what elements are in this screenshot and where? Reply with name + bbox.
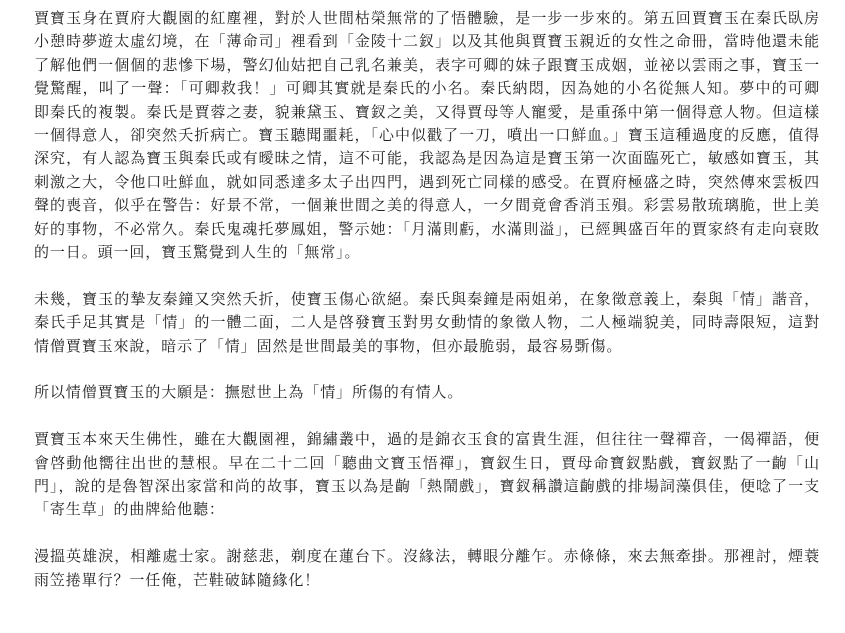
paragraph-2: 未幾，寶玉的摯友秦鐘又突然夭折，使寶玉傷心欲絕。秦氏與秦鐘是兩姐弟，在象徵意義上，秦與「情」諧音，秦氏手足其實是「情」的一體二面，二人是啓發寶玉對男女動情的象徵人物，二人極端貌美，同時壽限短，這對情僧賈寶玉來說，暗示了「情」固然是世間最美的事物，但亦最脆弱，最容易斲傷。 bbox=[34, 289, 820, 355]
paragraph-1: 賈寶玉身在賈府大觀園的紅塵裡，對於人世間枯榮無常的了悟體驗，是一步一步來的。第五回賈寶玉在秦氏臥房小憩時夢遊太虛幻境，在「薄命司」裡看到「金陵十二釵」以及其他與賈寶玉親近的女性之命冊，當時他還未能了解他們一個個的悲慘下場，警幻仙姑把自己乳名兼美，表字可卿的妹子跟寶玉成姻，並祕以雲雨之事，寶玉一覺驚醒，叫了一聲：「可卿救我！」可卿其實就是秦氏的小名。秦氏納悶，因為她的小名從無人知。夢中的可卿即秦氏的複製。秦氏是賈蓉之妻，貌兼黛玉、寶釵之美，又得賈母等人寵愛，是重孫中第一個得意人物。但這樣一個得意人，卻突然夭折病亡。寶玉聽聞噩耗，「心中似戳了一刀，噴出一口鮮血。」寶玉這種過度的反應，值得深究，有人認為寶玉與秦氏或有曖昧之情，這不可能，我認為是因為這是寶玉第一次面臨死亡，敏感如寶玉，其刺激之大，令他口吐鮮血，就如同悉達多太子出四門，遇到死亡同樣的感受。在賈府極盛之時，突然傳來雲板四聲的喪音，似乎在警告：好景不常，一個兼世間之美的得意人，一夕間竟會香消玉殞。彩雲易散琉璃脆，世上美好的事物，不必常久。秦氏鬼魂托夢鳳姐，警示她：「月滿則虧，水滿則溢」，已經興盛百年的賈家終有走向衰敗的一日。頭一回，寶玉驚覺到人生的「無常」。 bbox=[34, 9, 820, 262]
essay-body bbox=[34, 7, 820, 592]
paragraph-3: 所以情僧賈寶玉的大願是：撫慰世上為「情」所傷的有情人。 bbox=[34, 383, 464, 402]
paragraph-4: 賈寶玉本來天生佛性，雖在大觀園裡，錦繡叢中，過的是錦衣玉食的富貴生涯，但往往一聲禪音，一偈禪語，便會啓動他嚮往出世的慧根。早在二十二回「聽曲文寶玉悟禪」，寶釵生日，賈母命寶釵點戲，寶釵點了一齣「山門」，說的是魯智深出家當和尚的故事，寶玉以為是齣「熱鬧戲」，寶釵稱讚這齣戲的排場詞藻俱佳，便唸了一支「寄生草」的曲牌給他聽： bbox=[34, 430, 820, 519]
paragraph-5-poem: 漫搵英雄淚，相離處士家。謝慈悲，剃度在蓮台下。沒緣法，轉眼分離乍。赤條條，來去無牽掛。那裡討，煙蓑雨笠捲單行？一任俺，芒鞋破缽隨緣化！ bbox=[34, 547, 820, 589]
